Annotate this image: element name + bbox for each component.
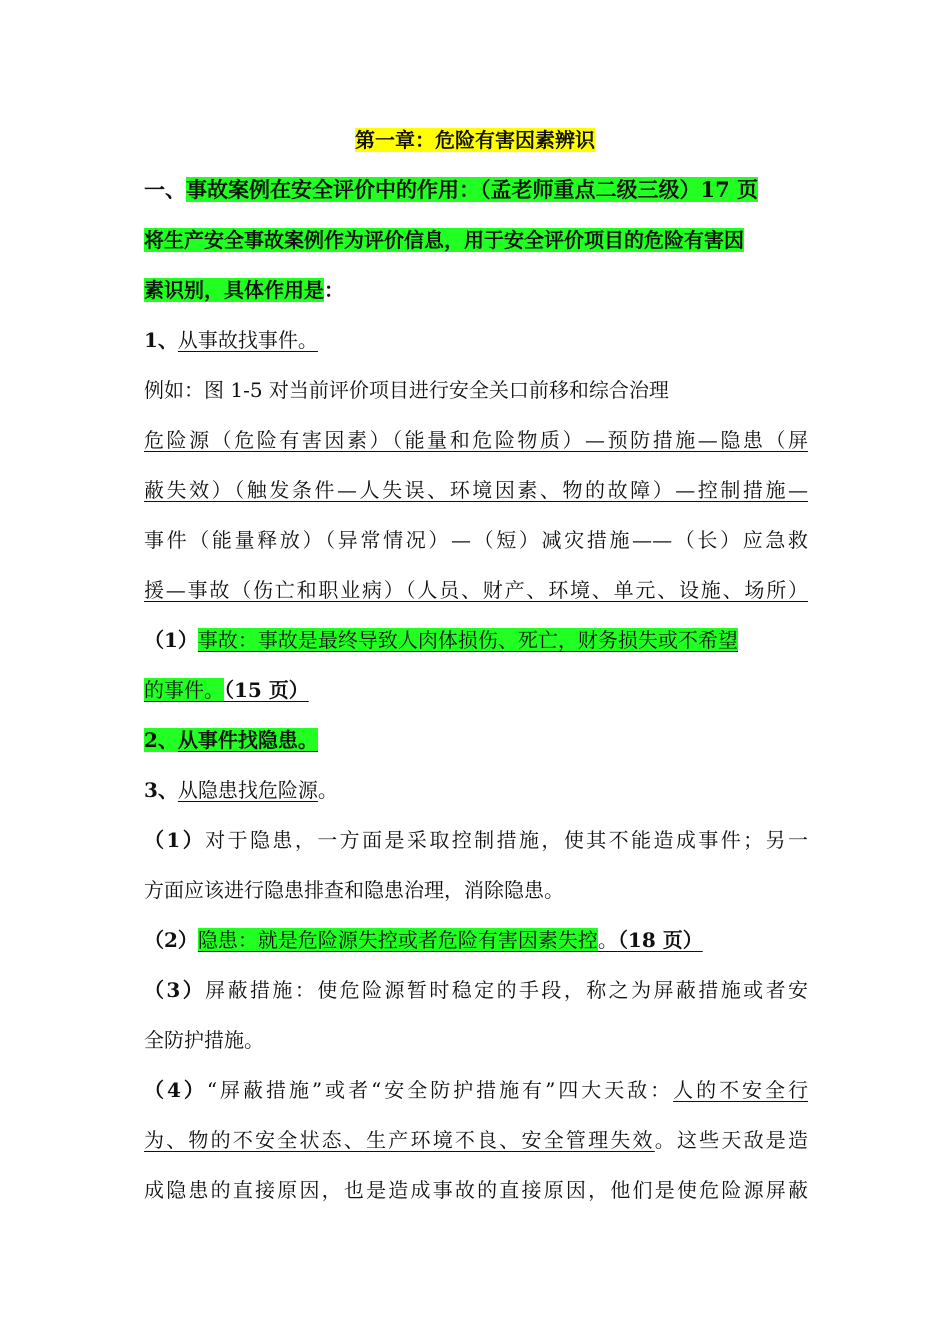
section-1-line-2: 将生产安全事故案例作为评价信息，用于安全评价项目的危险有害因 bbox=[144, 228, 744, 252]
page-ref-15: （15 页） bbox=[224, 678, 309, 702]
chain-line-4: 援—事故（伤亡和职业病）（人员、财产、环境、单元、设施、场所） bbox=[144, 578, 808, 602]
chain-line-2: 蔽失效）（触发条件—人失误、环境因素、物的故障）—控制措施— bbox=[144, 478, 808, 502]
definition-1: （1）事故：事故是最终导致人肉体损伤、死亡，财务损失或不希望 bbox=[144, 628, 738, 652]
chapter-title bbox=[0, 122, 950, 158]
chain-line-3: 事件（能量释放）（异常情况）—（短）减灾措施——（长）应急救 bbox=[144, 528, 808, 552]
paragraph-1-line-2: 方面应该进行隐患排查和隐患治理，消除隐患。 bbox=[144, 878, 564, 902]
paragraph-4-line-3: 成隐患的直接原因，也是造成事故的直接原因，他们是使危险源屏蔽 bbox=[144, 1178, 808, 1202]
paragraph-2: （2）隐患：就是危险源失控或者危险有害因素失控。（18 页） bbox=[144, 928, 703, 952]
example-line: 例如：图 1-5 对当前评价项目进行安全关口前移和综合治理 bbox=[144, 378, 669, 402]
item-3: 3、从隐患找危险源。 bbox=[144, 778, 338, 802]
item-2: 2、从事件找隐患。 bbox=[144, 728, 318, 752]
paragraph-4: （4）“屏蔽措施”或者“安全防护措施有”四大天敌：人的不安全行 bbox=[144, 1078, 808, 1102]
chain-line-1: 危险源（危险有害因素）（能量和危险物质）—预防措施—隐患（屏 bbox=[144, 428, 808, 452]
section-1-heading-text: 事故案例在安全评价中的作用：（孟老师重点二级三级）17 页 bbox=[186, 177, 759, 202]
paragraph-1: （1）对于隐患，一方面是采取控制措施，使其不能造成事件；另一 bbox=[144, 828, 808, 852]
definition-1-line-2: 的事件。（15 页） bbox=[144, 678, 309, 702]
item-1: 1、从事故找事件。 bbox=[144, 328, 318, 352]
section-1-prefix: 一、 bbox=[144, 177, 186, 202]
page-ref-18: （18 页） bbox=[617, 928, 703, 952]
paragraph-4-line-2: 为、物的不安全状态、生产环境不良、安全管理失效。这些天敌是造 bbox=[144, 1128, 808, 1152]
section-1-heading bbox=[144, 172, 808, 208]
paragraph-3: （3）屏蔽措施：使危险源暂时稳定的手段，称之为屏蔽措施或者安 bbox=[144, 978, 808, 1002]
section-1-line-3: 素识别，具体作用是： bbox=[144, 278, 344, 302]
paragraph-3-line-2: 全防护措施。 bbox=[144, 1028, 264, 1052]
chapter-title-text: 第一章：危险有害因素辨识 bbox=[355, 128, 595, 152]
